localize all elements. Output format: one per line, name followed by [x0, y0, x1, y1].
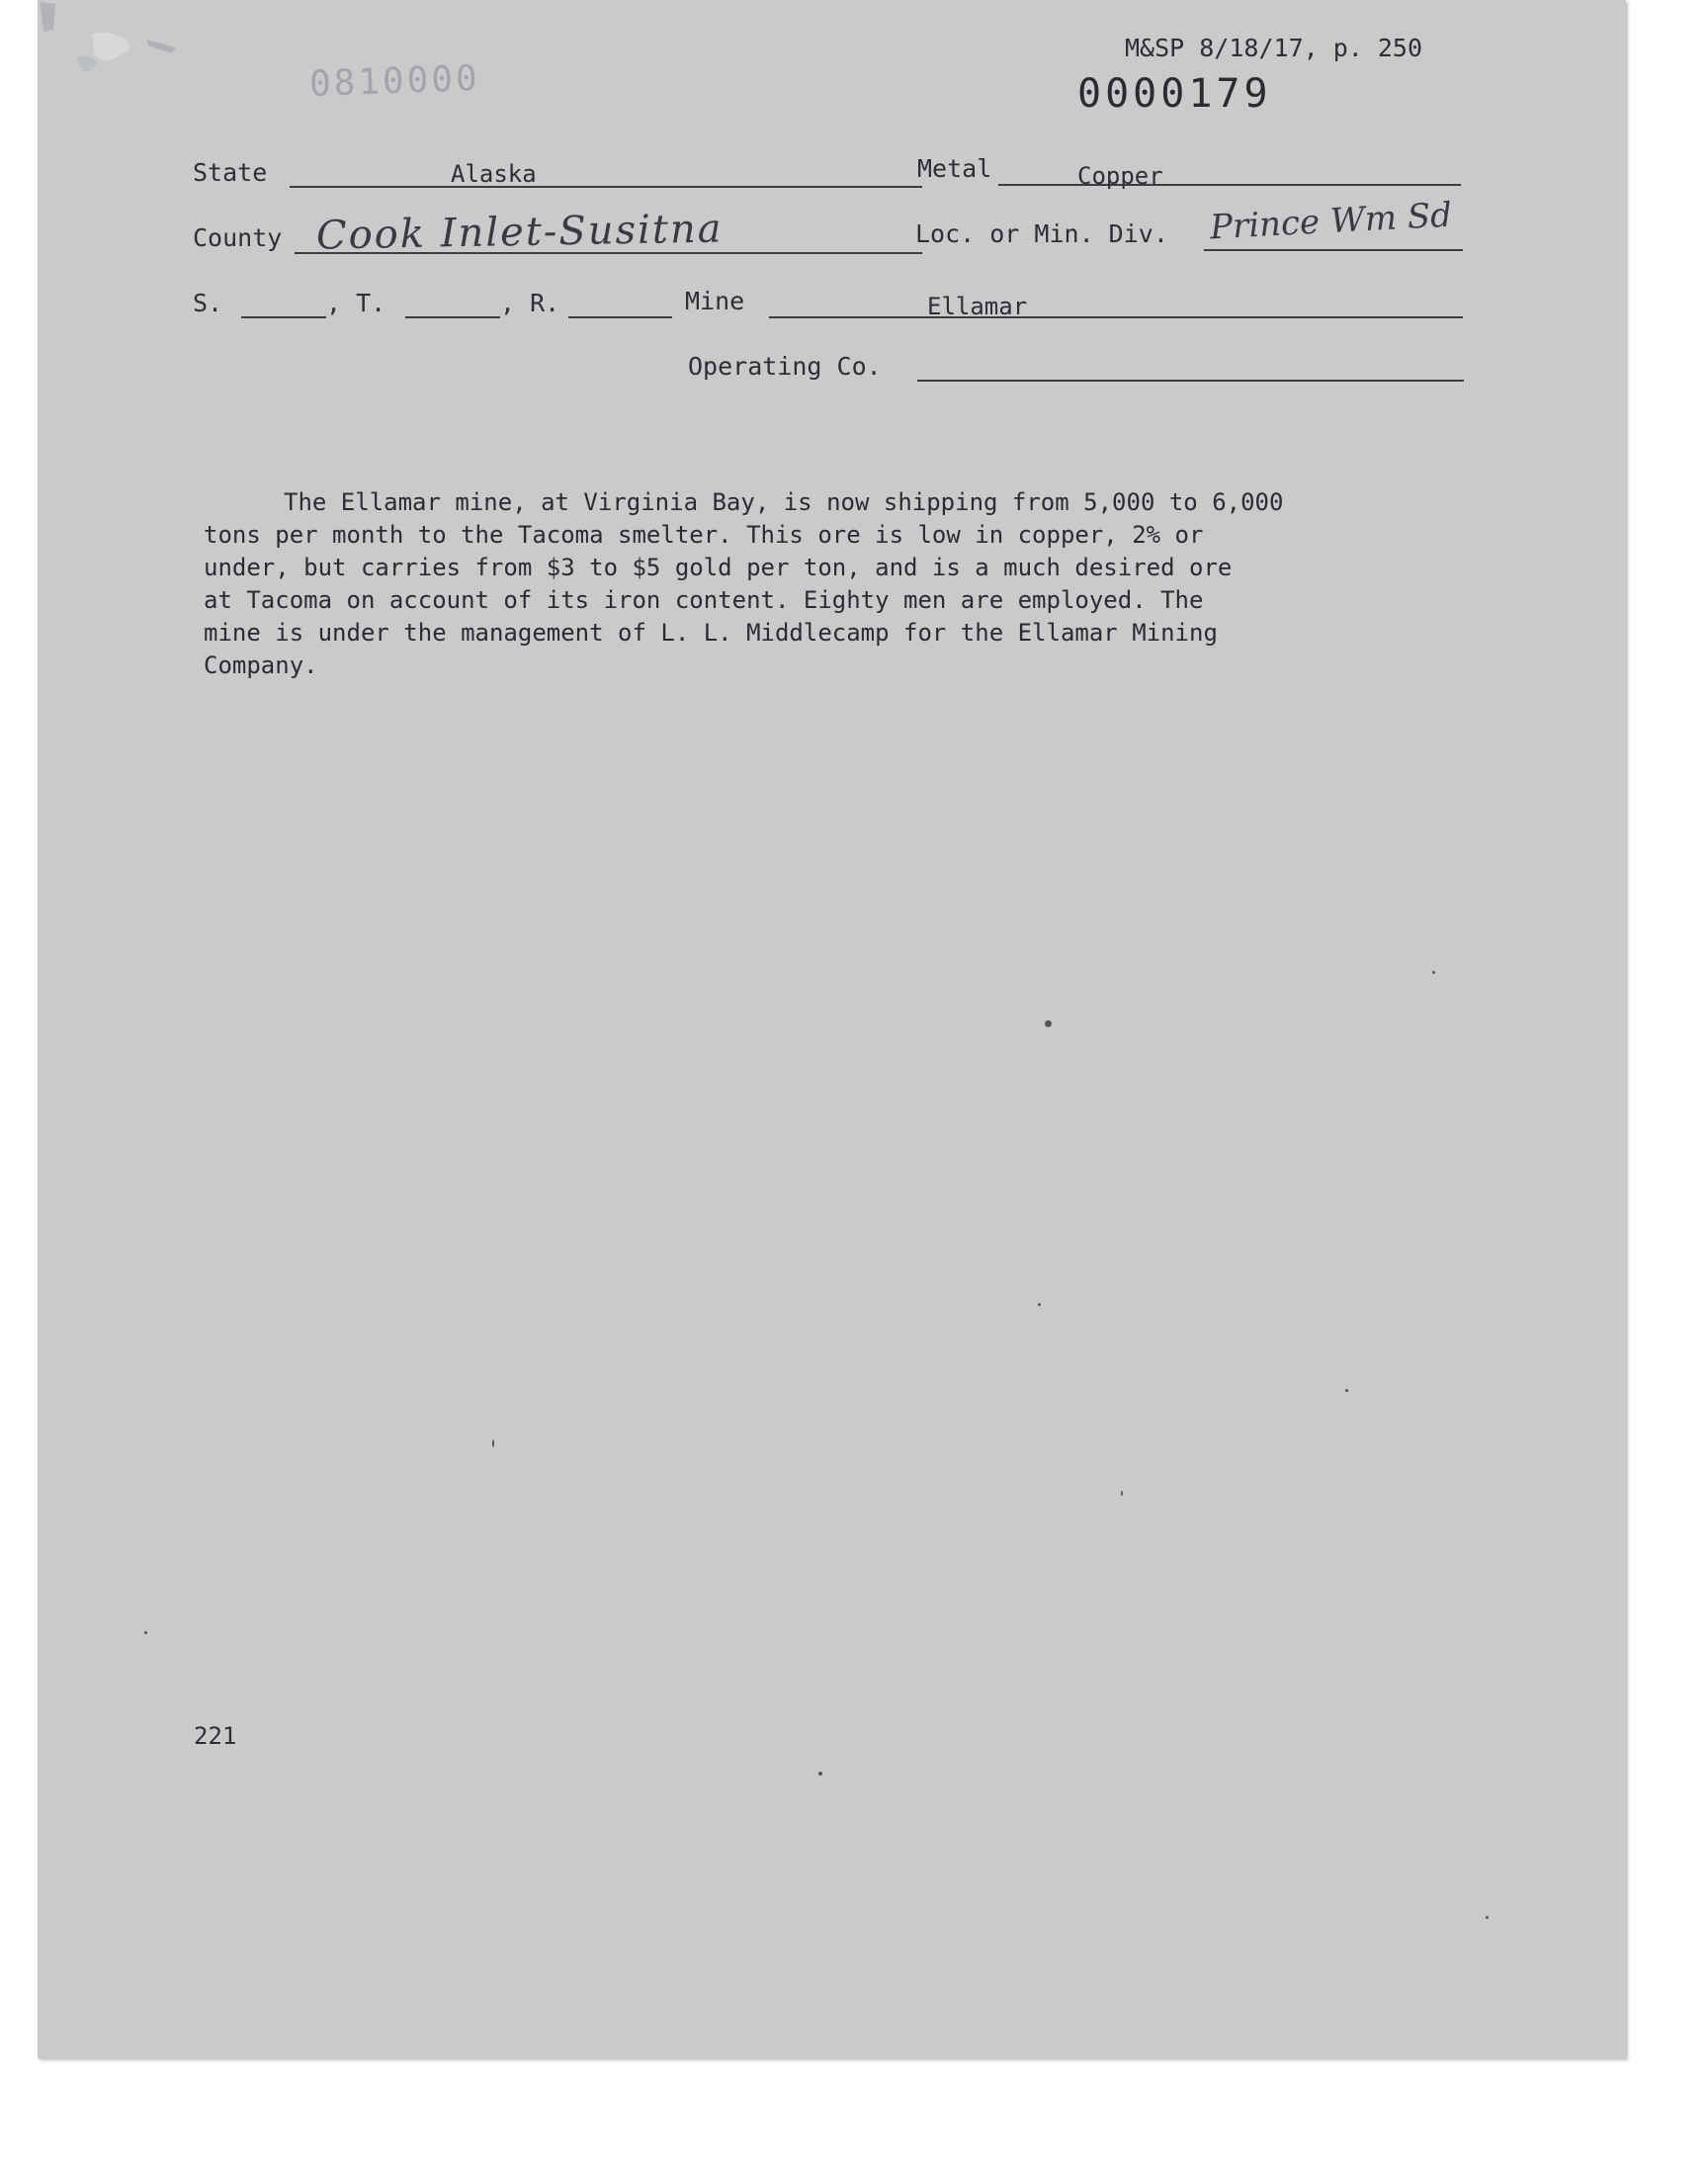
state-label: State: [193, 158, 268, 187]
loc-underline: [1204, 249, 1463, 251]
county-value-handwritten: Cook Inlet-Susitna: [315, 206, 724, 259]
scan-speck: [1432, 971, 1435, 974]
scan-speck: [1038, 1303, 1041, 1306]
document-page: [38, 0, 1626, 2058]
faint-stamp-number: 0810000: [308, 57, 481, 106]
paragraph-line: Company.: [204, 652, 318, 679]
source-citation: M&SP 8/18/17, p. 250: [1125, 34, 1423, 62]
page-number: 221: [194, 1722, 237, 1750]
township-underline: [405, 316, 500, 318]
paragraph-line: The Ellamar mine, at Virginia Bay, is now shipping from 5,000 to 6,000: [284, 488, 1284, 516]
section-label: S.: [193, 289, 223, 317]
metal-label: Metal: [917, 154, 992, 183]
mine-label: Mine: [685, 287, 745, 315]
paragraph-line: under, but carries from $3 to $5 gold per ton, and is a much desired ore: [204, 554, 1233, 581]
loc-value-handwritten: Prince Wm Sd: [1209, 195, 1453, 248]
township-label: , T.: [326, 289, 386, 317]
state-underline: [290, 186, 922, 188]
scan-speck: [144, 1631, 147, 1634]
paragraph-line: at Tacoma on account of its iron content. Eighty men are employed. The: [204, 586, 1204, 614]
scan-speck: [1045, 1020, 1052, 1027]
range-label: , R.: [500, 289, 560, 317]
stamp-number: 0000179: [1077, 71, 1272, 117]
range-underline: [568, 316, 672, 318]
scan-speck: [1121, 1491, 1123, 1496]
scan-speck: [1345, 1389, 1348, 1392]
scan-speck: [818, 1772, 822, 1776]
operating-co-underline: [917, 380, 1464, 382]
mine-value: Ellamar: [927, 293, 1028, 320]
scan-speck: [492, 1439, 494, 1447]
state-value: Alaska: [451, 160, 537, 188]
scan-speck: [1486, 1916, 1489, 1919]
mine-underline: [769, 316, 1463, 318]
paragraph-line: tons per month to the Tacoma smelter. This ore is low in copper, 2% or: [204, 521, 1204, 549]
mine-report-paragraph: [204, 486, 1498, 682]
metal-value: Copper: [1077, 162, 1163, 190]
section-underline: [241, 316, 326, 318]
metal-underline: [998, 184, 1461, 186]
paragraph-line: mine is under the management of L. L. Middlecamp for the Ellamar Mining: [204, 619, 1218, 647]
operating-co-label: Operating Co.: [688, 352, 882, 381]
corner-smudge: [38, 0, 176, 89]
county-label: County: [193, 223, 283, 252]
loc-label: Loc. or Min. Div.: [915, 219, 1168, 248]
